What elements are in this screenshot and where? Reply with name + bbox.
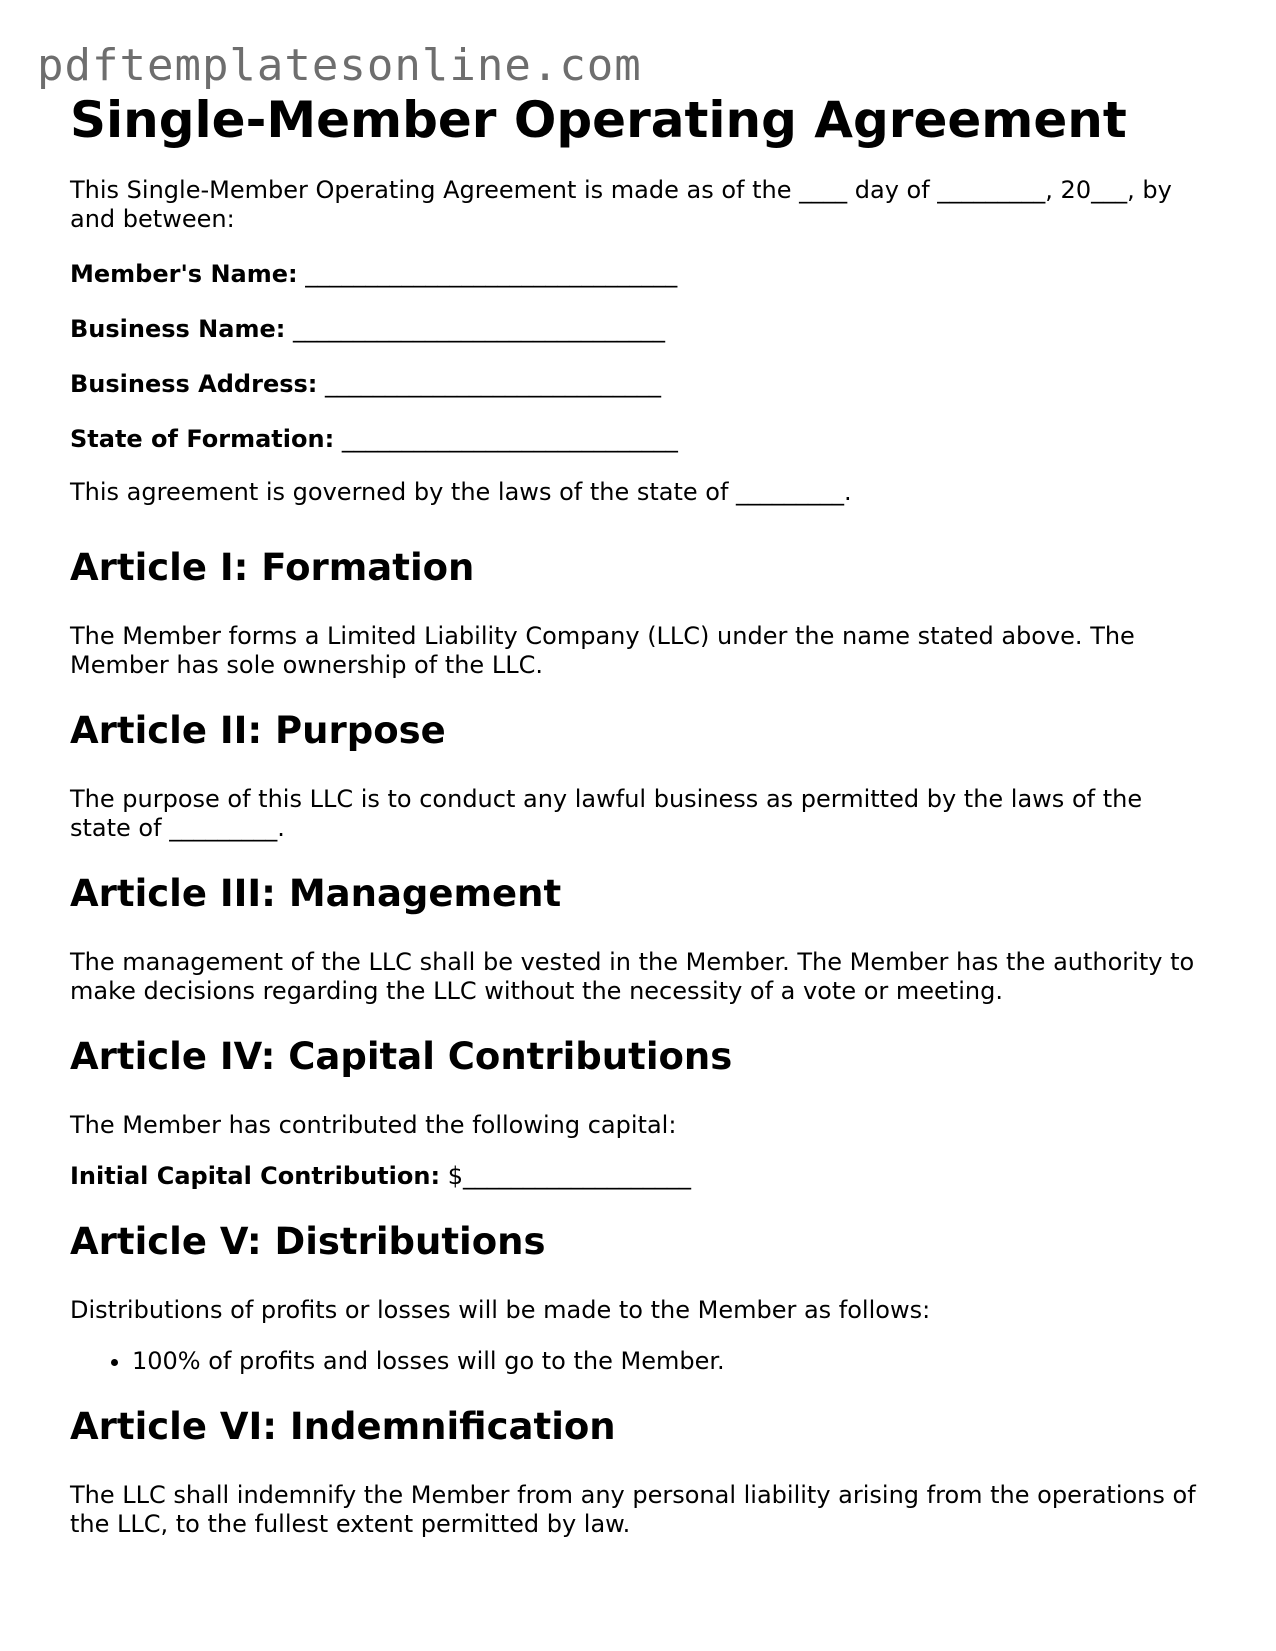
governing-law-paragraph: This agreement is governed by the laws of the state of _________. bbox=[70, 478, 852, 506]
document-title: Single-Member Operating Agreement bbox=[70, 91, 1127, 149]
article-body-purpose: The purpose of this LLC is to conduct any lawful business as permitted by the laws of the state of _________. bbox=[70, 785, 1143, 842]
field-label: Business Name: bbox=[70, 315, 286, 343]
field-label: Business Address: bbox=[70, 370, 318, 398]
business-address-field bbox=[70, 370, 1210, 399]
article-heading-purpose: Article II: Purpose bbox=[70, 709, 446, 752]
article-heading-indemnification: Article VI: Indemnification bbox=[70, 1405, 616, 1448]
distribution-list bbox=[70, 1347, 1210, 1376]
article-heading-formation: Article I: Formation bbox=[70, 546, 475, 589]
article-body-capital: The Member has contributed the following capital: bbox=[70, 1111, 677, 1139]
field-blank: _______________________________ bbox=[292, 315, 665, 343]
document-page bbox=[70, 88, 1210, 1539]
article-body-formation: The Member forms a Limited Liability Company (LLC) under the name stated above. The Member has sole ownership of the LLC. bbox=[70, 622, 1135, 679]
article-body-distributions: Distributions of profits or losses will be made to the Member as follows: bbox=[70, 1296, 931, 1324]
field-label: Initial Capital Contribution: bbox=[70, 1162, 441, 1190]
list-item: • 100% of profits and losses will go to the Member. bbox=[132, 1347, 1210, 1376]
article-body-management: The management of the LLC shall be vested in the Member. The Member has the authority to make decisions regarding the LLC without the necessity of a vote or meeting. bbox=[70, 948, 1195, 1005]
article-body-indemnification: The LLC shall indemnify the Member from any personal liability arising from the operations of the LLC, to the fullest extent permitted by law. bbox=[70, 1481, 1196, 1538]
article-heading-capital: Article IV: Capital Contributions bbox=[70, 1035, 733, 1078]
watermark: pdftemplatesonline.com bbox=[37, 40, 642, 91]
field-blank: ____________________________ bbox=[341, 425, 678, 453]
field-label: Member's Name: bbox=[70, 260, 298, 288]
member-name-field bbox=[70, 260, 1210, 289]
business-name-field bbox=[70, 315, 1210, 344]
field-blank: ____________________________ bbox=[325, 370, 662, 398]
state-of-formation-field bbox=[70, 425, 1210, 454]
intro-paragraph: This Single-Member Operating Agreement is made as of the ____ day of _________, 20___, by and between: bbox=[70, 176, 1172, 233]
field-blank: _______________________________ bbox=[305, 260, 678, 288]
initial-capital-field bbox=[70, 1162, 1210, 1191]
field-blank: $___________________ bbox=[447, 1162, 691, 1190]
article-heading-management: Article III: Management bbox=[70, 872, 562, 915]
article-heading-distributions: Article V: Distributions bbox=[70, 1220, 546, 1263]
field-label: State of Formation: bbox=[70, 425, 335, 453]
